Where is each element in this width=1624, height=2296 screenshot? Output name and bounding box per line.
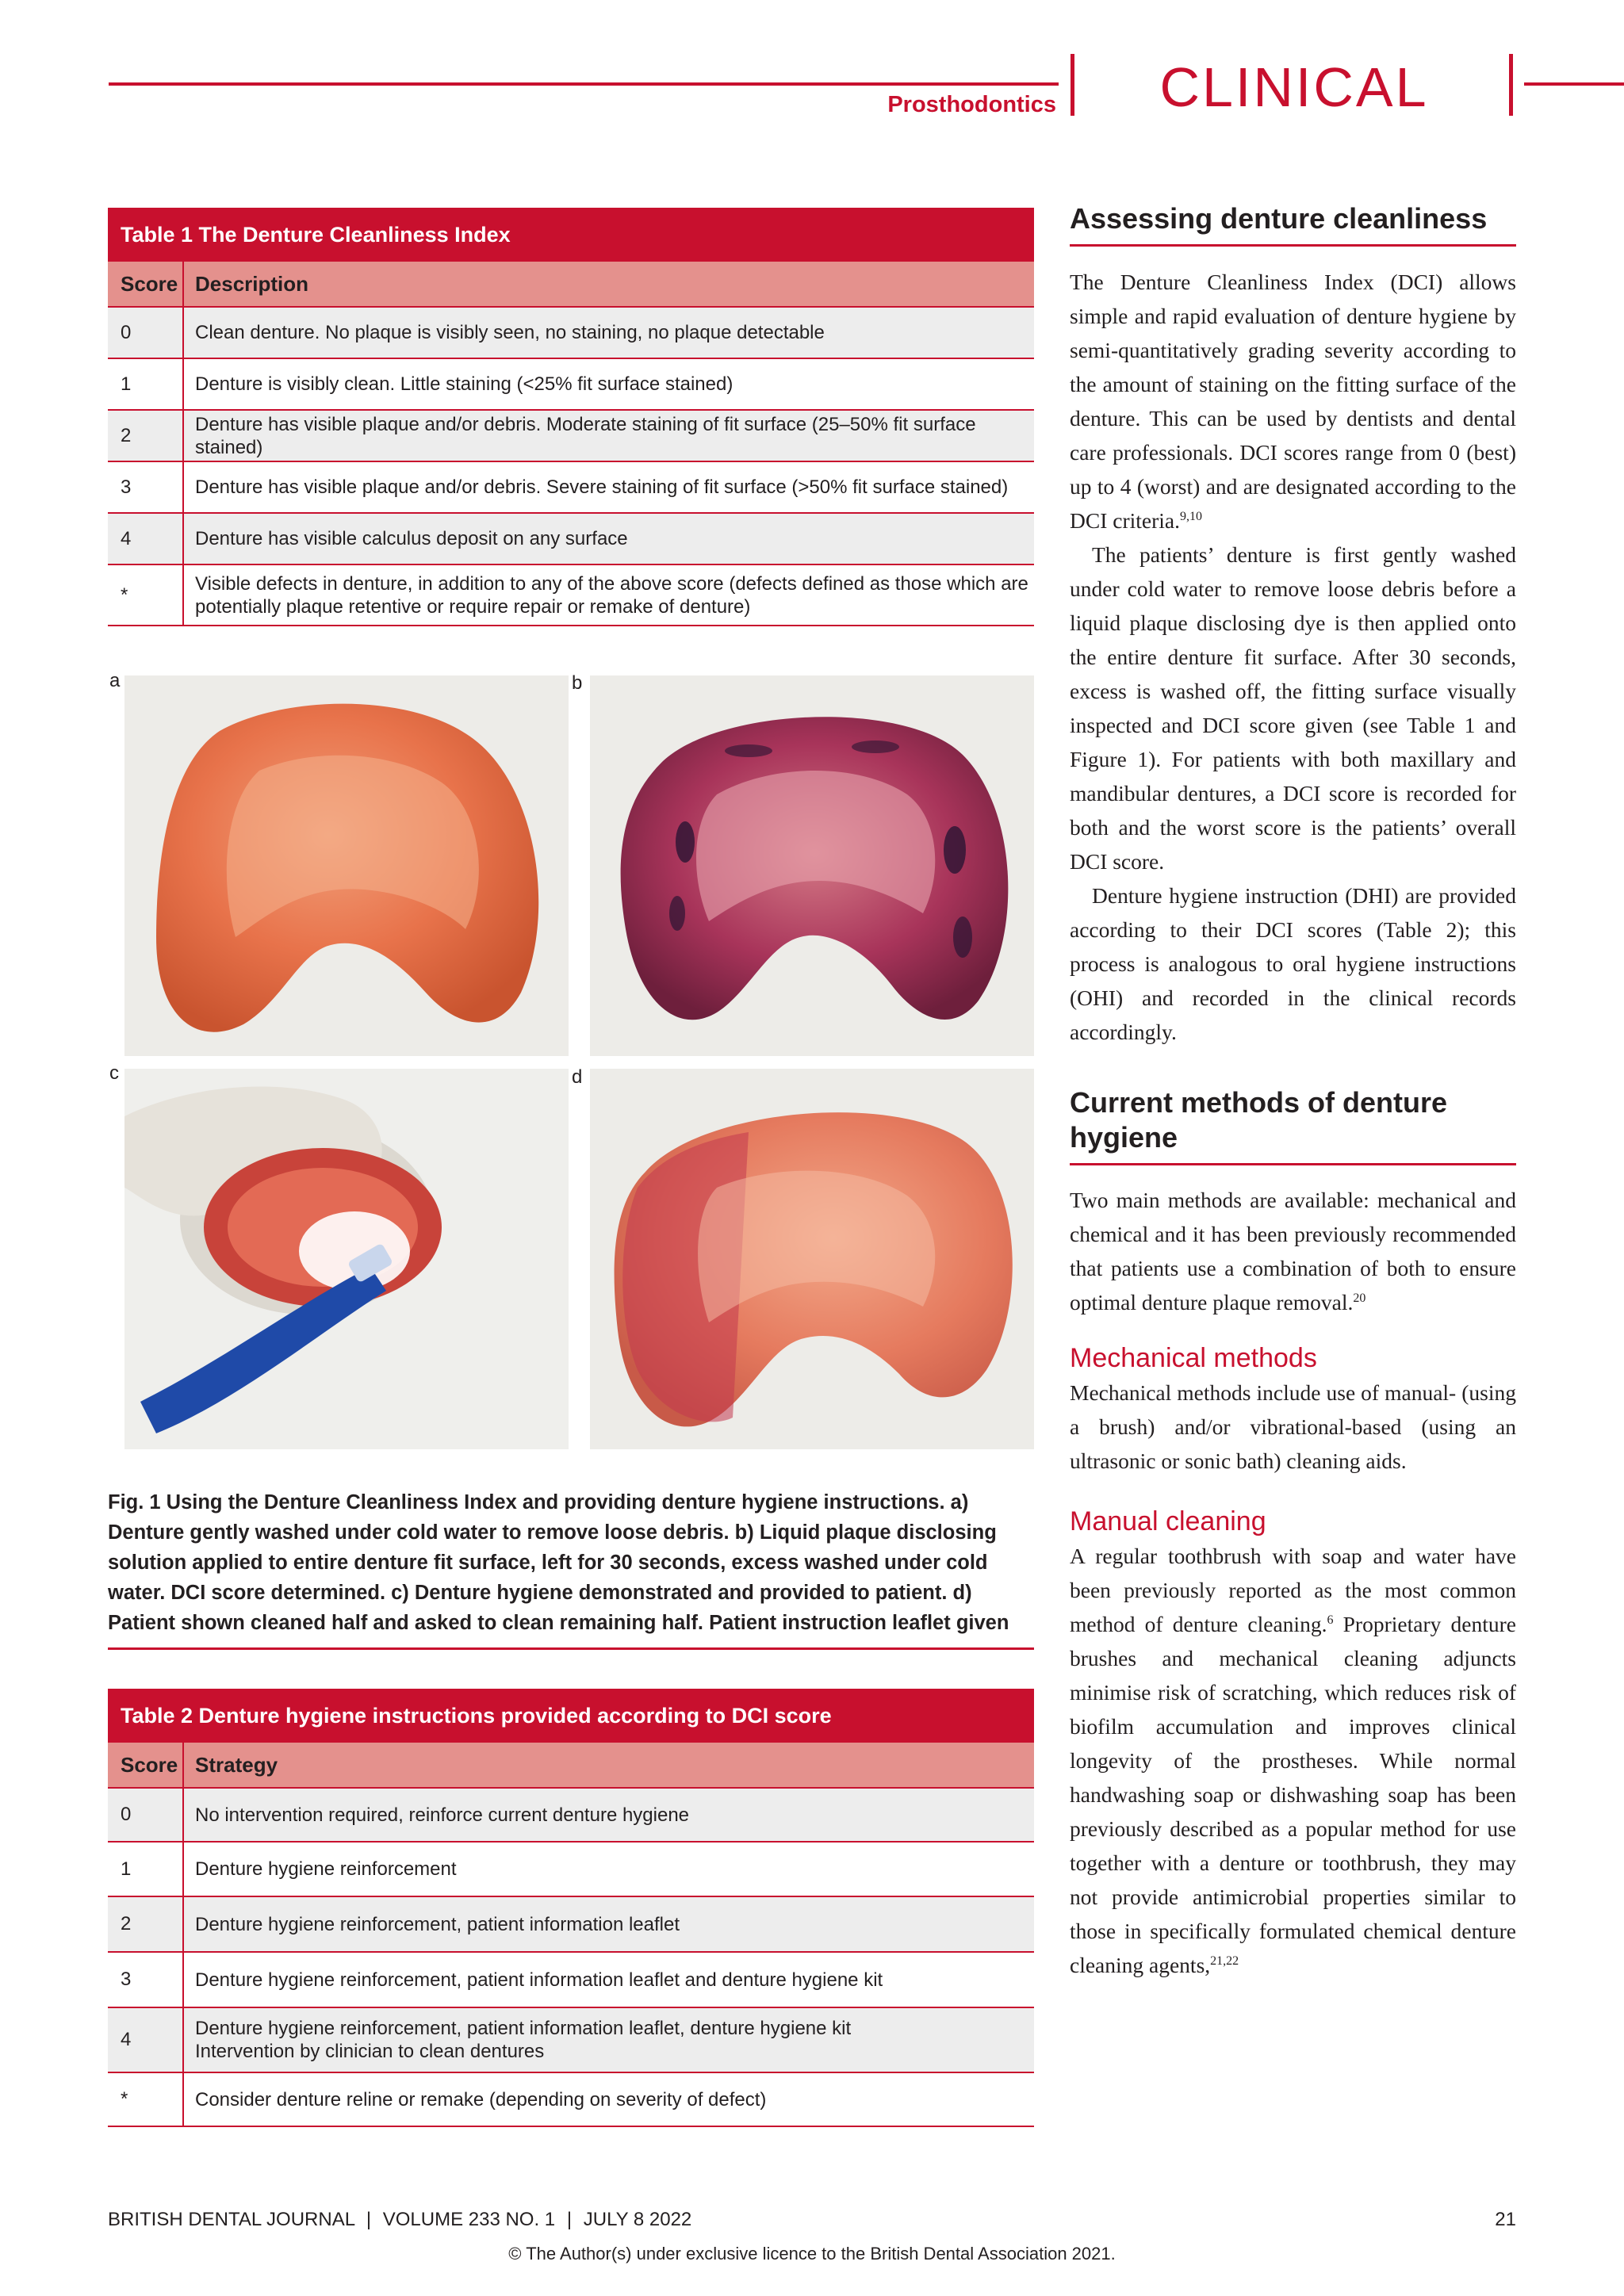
heading-assessing: Assessing denture cleanliness <box>1070 202 1488 235</box>
caption-rule <box>108 1647 1034 1650</box>
row-strategy: No intervention required, reinforce current denture hygiene <box>195 1804 690 1826</box>
brushing-demonstration-image <box>124 1069 569 1449</box>
paragraph-text: A regular toothbrush with soap and water have been previously reported as the most common method of denture cleaning. <box>1070 1544 1516 1636</box>
photo-panel-d <box>590 1069 1034 1449</box>
header-rule-right <box>1524 82 1624 86</box>
row-score: 1 <box>108 1843 184 1896</box>
figure-caption: Fig. 1 Using the Denture Cleanliness Index and providing denture hygiene instructions. a) Denture gently washed under cold water to remove loose debris. b) Liquid plaque disclosing solution applied to entire denture fit surface, left for 30 seconds, excess washed under cold water. DCI score determined. c) Denture hygiene demonstrated and provided to patient. d) Patient shown cleaned half and asked to clean remaining half. Patient instruction leaflet given <box>108 1491 1009 1634</box>
category-title: CLINICAL <box>1159 56 1429 118</box>
row-score: 2 <box>108 411 184 461</box>
article-column <box>1070 201 1516 1982</box>
photo-panel-b <box>590 675 1034 1056</box>
paragraph-text: The Denture Cleanliness Index (DCI) allows simple and rapid evaluation of denture hygiene by semi-quantitatively grading severity according to the amount of staining on the fitting surface of the denture. This can be used by dentists and dental care professionals. DCI scores range from 0 (best) up to 4 (worst) and are designated according to the DCI criteria. <box>1070 270 1516 533</box>
paragraph <box>1070 1539 1516 1982</box>
row-strategy <box>184 2008 1034 2072</box>
row-strategy-line-1: Denture hygiene reinforcement, patient information leaflet, denture hygiene kit <box>195 2018 852 2039</box>
panel-label-a: a <box>109 670 121 691</box>
row-score: 0 <box>108 308 184 358</box>
body-section-2 <box>1070 1183 1516 1319</box>
row-description: Denture is visibly clean. Little staining (<25% fit surface stained) <box>195 373 733 395</box>
table-row <box>108 359 1034 411</box>
reference: 20 <box>1353 1291 1366 1305</box>
reference: 9,10 <box>1179 509 1202 523</box>
body-section-4 <box>1070 1539 1516 1982</box>
table-2 <box>108 1689 1034 2127</box>
table-1-col-description: Description <box>195 271 309 296</box>
row-score: 0 <box>108 1789 184 1841</box>
table-1-title: Table 1 The Denture Cleanliness Index <box>108 208 1034 262</box>
paragraph: The patients’ denture is first gently washed under cold water to remove loose debris before a liquid plaque disclosing dye is then applied onto the entire denture fit surface. After 30 seconds, excess is washed off, the fitting surface visually inspected and DCI score given (see Table 1 and Figure 1). For patients with both maxillary and mandibular dentures, a DCI score is recorded for both and the worst score is the patients’ overall DCI score. <box>1070 542 1516 874</box>
panel-label-b: b <box>572 672 583 694</box>
row-description: Denture has visible plaque and/or debris. Severe staining of fit surface (>50% fit surface stained) <box>195 476 1009 498</box>
panel-label-c: c <box>109 1062 119 1084</box>
photo-panel-c <box>124 1069 569 1449</box>
copyright-notice: © The Author(s) under exclusive licence to the British Dental Association 2021. <box>508 2244 1116 2263</box>
table-row <box>108 1953 1034 2008</box>
table-row <box>108 2073 1034 2127</box>
row-strategy: Denture hygiene reinforcement, patient information leaflet <box>195 1913 680 1935</box>
row-strategy: Denture hygiene reinforcement, patient information leaflet and denture hygiene kit <box>195 1969 883 1991</box>
reference: 6 <box>1327 1613 1334 1627</box>
heading-manual-cleaning: Manual cleaning <box>1070 1506 1266 1536</box>
header-bar-left <box>1071 54 1074 116</box>
denture-half-cleaned-image <box>590 1069 1034 1449</box>
table-1 <box>108 208 1034 626</box>
paragraph: Mechanical methods include use of manual- (using a brush) and/or vibrational-based (using an ultrasonic or sonic bath) cleaning aids. <box>1070 1380 1516 1473</box>
footer-separator: | <box>366 2209 372 2230</box>
body-section-3 <box>1070 1376 1516 1478</box>
row-score: * <box>108 565 184 625</box>
photo-panel-a <box>124 675 569 1056</box>
denture-stained-image <box>590 675 1034 1056</box>
table-row <box>108 514 1034 565</box>
row-score: 2 <box>108 1897 184 1951</box>
body-section-1 <box>1070 265 1516 1049</box>
heading-mechanical: Mechanical methods <box>1070 1343 1317 1373</box>
table-row <box>108 308 1034 359</box>
page-footer <box>108 2209 1516 2231</box>
footer-separator: | <box>566 2209 573 2230</box>
table-row <box>108 1897 1034 1953</box>
row-strategy: Consider denture reline or remake (depending on severity of defect) <box>195 2088 767 2110</box>
row-score: 4 <box>108 514 184 564</box>
paragraph-text: Two main methods are available: mechanical and chemical and it has been previously recommended that patients use a combination of both to ensure optimal denture plaque removal. <box>1070 1188 1516 1314</box>
denture-clean-image <box>124 675 569 1056</box>
table-2-col-score: Score <box>108 1743 184 1787</box>
table-2-title: Table 2 Denture hygiene instructions provided according to DCI score <box>108 1689 1034 1743</box>
heading-current-methods: Current methods of denture hygiene <box>1070 1086 1448 1154</box>
journal-name: BRITISH DENTAL JOURNAL <box>108 2209 355 2230</box>
table-row <box>108 1843 1034 1897</box>
header-bar-right <box>1509 54 1513 116</box>
journal-date: JULY 8 2022 <box>583 2209 692 2230</box>
row-strategy: Denture hygiene reinforcement <box>195 1858 457 1880</box>
table-row <box>108 1789 1034 1843</box>
table-1-col-score: Score <box>108 262 184 306</box>
row-score: 3 <box>108 462 184 512</box>
heading-rule <box>1070 1163 1516 1165</box>
section-label: Prosthodontics <box>887 92 1056 117</box>
table-1-header <box>108 262 1034 308</box>
page-number: 21 <box>1495 2209 1516 2230</box>
table-row <box>108 411 1034 462</box>
journal-info <box>108 2209 691 2231</box>
row-score: * <box>108 2073 184 2126</box>
row-score: 3 <box>108 1953 184 2007</box>
paragraph <box>1070 1183 1516 1319</box>
paragraph <box>1070 265 1516 538</box>
row-description: Denture has visible calculus deposit on any surface <box>195 528 628 549</box>
header-rule-left <box>109 82 1059 86</box>
row-strategy-line-2: Intervention by clinician to clean dentures <box>195 2041 545 2062</box>
panel-label-d: d <box>572 1066 583 1088</box>
paragraph: Denture hygiene instruction (DHI) are provided according to their DCI scores (Table 2); this process is analogous to oral hygiene instructions (OHI) and recorded in the clinical records accordingly. <box>1070 883 1516 1044</box>
table-row <box>108 565 1034 626</box>
row-description: Denture has visible plaque and/or debris. Moderate staining of fit surface (25–50% fit surface stained) <box>195 413 976 458</box>
row-description: Clean denture. No plaque is visibly seen, no staining, no plaque detectable <box>195 322 825 343</box>
row-description: Visible defects in denture, in addition to any of the above score (defects defined as those which are potentially plaque retentive or require repair or remake of denture) <box>195 572 1028 618</box>
journal-issue: VOLUME 233 NO. 1 <box>382 2209 556 2230</box>
heading-rule <box>1070 244 1516 247</box>
table-2-header <box>108 1743 1034 1789</box>
row-score: 1 <box>108 359 184 409</box>
table-row <box>108 462 1034 514</box>
table-row <box>108 2008 1034 2073</box>
table-2-col-strategy: Strategy <box>195 1752 278 1777</box>
paragraph-text: Proprietary denture brushes and mechanical cleaning adjuncts minimise risk of scratching, which reduces risk of biofilm accumulation and improves clinical longevity of the prostheses. While normal handwashing soap or dishwashing soap has been previously described as a popular method for use together with a denture or toothbrush, they may not provide antimicrobial properties similar to those in specifically formulated chemical denture cleaning agents, <box>1070 1612 1516 1977</box>
reference: 21,22 <box>1210 1954 1239 1968</box>
row-score: 4 <box>108 2008 184 2072</box>
